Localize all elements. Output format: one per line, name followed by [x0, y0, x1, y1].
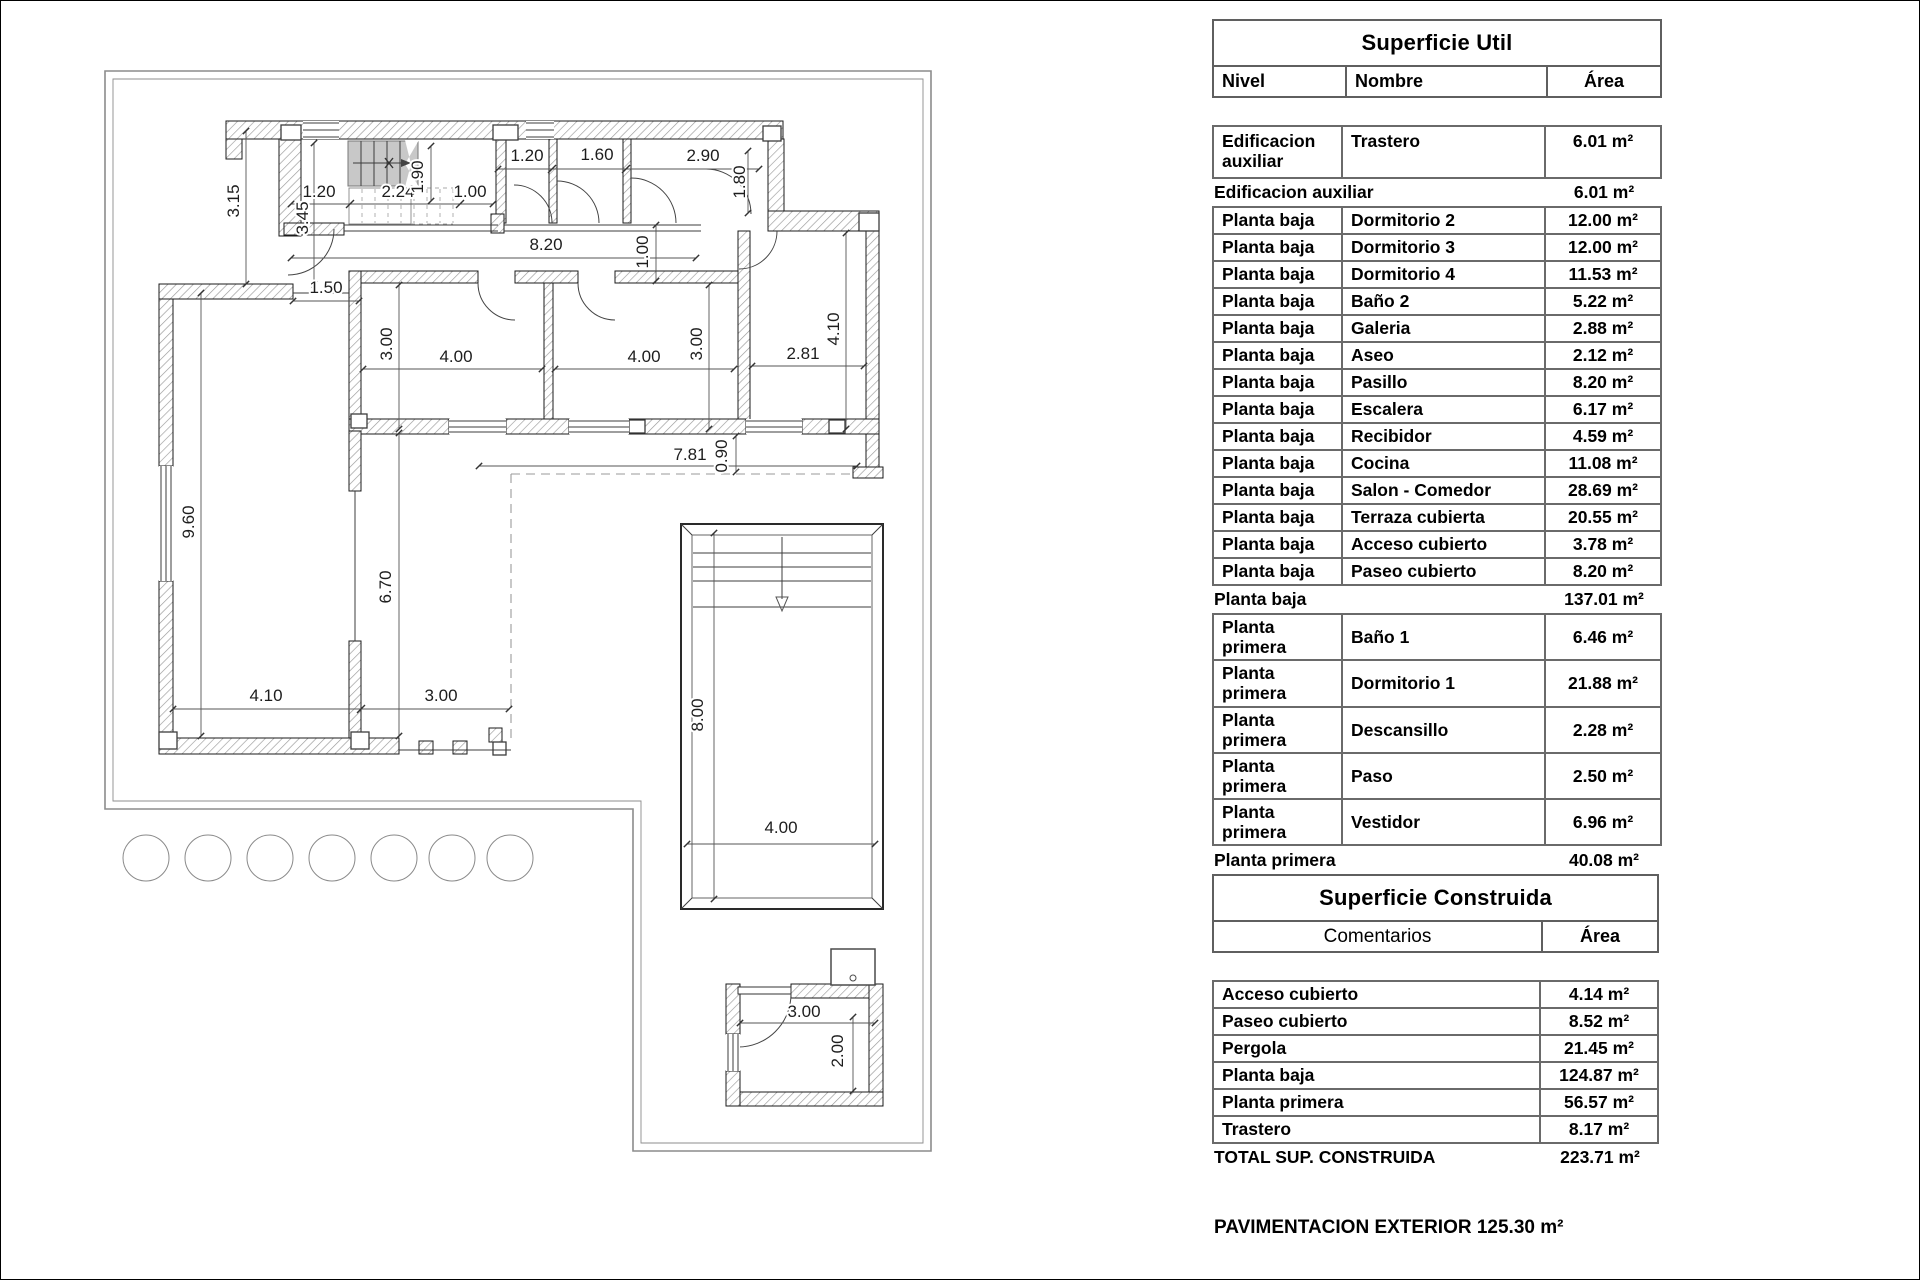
superficie-construida-title: Superficie Construida — [1214, 876, 1657, 922]
table-row: Planta baja Aseo 2.12 m² — [1212, 341, 1662, 370]
superficie-construida-table — [1212, 874, 1659, 1239]
dimension-label: 1.20 — [510, 146, 544, 165]
tree-circle — [185, 835, 231, 881]
table-row: Planta baja Escalera 6.17 m² — [1212, 395, 1662, 424]
dimension-label: 7.81 — [673, 445, 707, 464]
table-subtotal-row: Edificacion auxiliar 6.01 m² — [1214, 182, 1635, 203]
dimension-label: 8.00 — [688, 698, 707, 732]
dimension-label: 1.60 — [580, 145, 614, 164]
dimension-label: 1.00 — [453, 182, 487, 201]
superficie-util-title: Superficie Util — [1214, 21, 1660, 67]
table-row: Planta primera Dormitorio 1 21.88 m² — [1212, 659, 1662, 707]
table-row: Paseo cubierto 8.52 m² — [1212, 1007, 1659, 1036]
superficie-util-columns — [1214, 67, 1660, 96]
table-row: Pergola 21.45 m² — [1212, 1034, 1659, 1063]
dimension-label: 3.00 — [787, 1002, 821, 1021]
dimension-label: 1.00 — [633, 235, 652, 269]
superficie-util-table — [1212, 19, 1662, 900]
dimension-label: 1.50 — [309, 278, 343, 297]
dimension-label: 0.90 — [712, 439, 731, 473]
superficie-util-header — [1212, 19, 1662, 98]
floor-plan-drawing — [1, 1, 1001, 1280]
table-subtotal-row: Planta primera 40.08 m² — [1214, 849, 1640, 870]
table-row: Planta primera Paso 2.50 m² — [1212, 752, 1662, 800]
table-row: Planta baja Terraza cubierta 20.55 m² — [1212, 503, 1662, 532]
dimension-label: 8.20 — [529, 235, 563, 254]
tree-circle — [309, 835, 355, 881]
tree-circle — [247, 835, 293, 881]
column-header-area: Área — [1579, 926, 1621, 946]
table-row: Planta primera Vestidor 6.96 m² — [1212, 798, 1662, 846]
table-row: Planta baja Recibidor 4.59 m² — [1212, 422, 1662, 451]
table-row: Planta baja Paseo cubierto 8.20 m² — [1212, 557, 1662, 586]
superficie-construida-columns — [1214, 922, 1657, 951]
table-row: Planta baja Acceso cubierto 3.78 m² — [1212, 530, 1662, 559]
table-row: Planta baja Salon - Comedor 28.69 m² — [1212, 476, 1662, 505]
dimension-label: 4.00 — [627, 347, 661, 366]
dimension-label: 9.60 — [179, 505, 198, 539]
dimension-label: 3.15 — [224, 184, 243, 218]
tree-circle — [123, 835, 169, 881]
dimension-label: 3.00 — [377, 327, 396, 361]
dimension-label: 2.24 — [381, 182, 415, 201]
table-row: Planta baja Baño 2 5.22 m² — [1212, 287, 1662, 316]
table-row: Planta baja Dormitorio 3 12.00 m² — [1212, 233, 1662, 262]
dimension-label: 3.00 — [687, 327, 706, 361]
dimension-label: 2.81 — [786, 344, 820, 363]
table-row: Planta primera Descansillo 2.28 m² — [1212, 706, 1662, 754]
dimension-label: 2.90 — [686, 146, 720, 165]
table-total-row: TOTAL SUP. CONSTRUIDA 223.71 m² — [1214, 1147, 1640, 1168]
tree-circle — [487, 835, 533, 881]
dimension-label: 6.70 — [376, 570, 395, 604]
tree-circle — [371, 835, 417, 881]
dimension-label: 1.80 — [730, 165, 749, 199]
table-row: Planta baja Cocina 11.08 m² — [1212, 449, 1662, 478]
tree-circle — [429, 835, 475, 881]
pavimentacion-exterior-note: PAVIMENTACION EXTERIOR 125.30 m² — [1214, 1217, 1564, 1238]
table-row: Edificacion auxiliar Trastero 6.01 m² — [1212, 125, 1662, 179]
table-row: Planta primera 56.57 m² — [1212, 1088, 1659, 1117]
table-row: Planta baja Pasillo 8.20 m² — [1212, 368, 1662, 397]
table-row: Planta primera Baño 1 6.46 m² — [1212, 613, 1662, 661]
dimension-label: 4.00 — [439, 347, 473, 366]
dimension-label: 3.00 — [424, 686, 458, 705]
dimension-label: 4.10 — [824, 312, 843, 346]
dimension-label: 1.90 — [408, 160, 427, 194]
dimension-label: 2.00 — [828, 1034, 847, 1068]
table-row: Planta baja Dormitorio 2 12.00 m² — [1212, 206, 1662, 235]
dimension-label: 1.20 — [302, 182, 336, 201]
superficie-util-rows — [1212, 125, 1662, 900]
superficie-construida-header — [1212, 874, 1659, 953]
superficie-construida-rows — [1212, 980, 1659, 1171]
column-header-nombre: Nombre — [1345, 67, 1548, 96]
table-row: Planta baja Galeria 2.88 m² — [1212, 314, 1662, 343]
dimension-label: 3.45 — [293, 201, 312, 235]
table-row: Acceso cubierto 4.14 m² — [1212, 980, 1659, 1009]
outbuilding-door-leaf — [738, 987, 791, 994]
dimension-label: 4.00 — [764, 818, 798, 837]
table-row: Planta baja Dormitorio 4 11.53 m² — [1212, 260, 1662, 289]
table-subtotal-row: Planta baja 137.01 m² — [1214, 589, 1644, 610]
swimming-pool — [681, 524, 883, 909]
outbuilding-equipment-box — [831, 949, 875, 985]
tree-circles — [123, 835, 533, 881]
column-header-area: Área — [1583, 71, 1625, 91]
column-header-nivel: Nivel — [1222, 71, 1266, 91]
dimension-label: 4.10 — [249, 686, 283, 705]
column-header-comentarios: Comentarios — [1214, 922, 1543, 951]
table-row: Trastero 8.17 m² — [1212, 1115, 1659, 1144]
table-row: Planta baja 124.87 m² — [1212, 1061, 1659, 1090]
